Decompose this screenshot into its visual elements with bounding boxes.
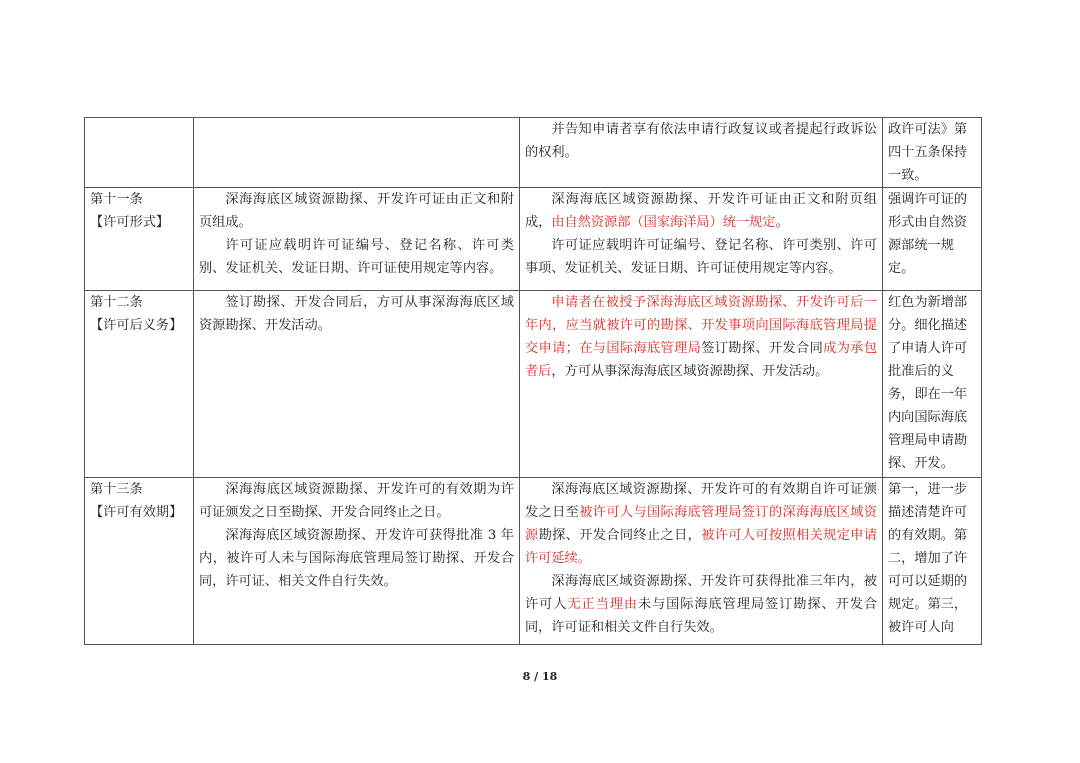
new-text-paragraph	[525, 478, 877, 570]
new-text-cell	[520, 291, 883, 478]
note-cell: 政许可法》第四十五条保持一致。	[883, 118, 982, 188]
added-text: 被许可人可按照相关规定申请许可延续。	[525, 528, 878, 566]
old-text-cell	[194, 478, 520, 645]
old-text-cell	[194, 291, 520, 478]
article-cell	[85, 118, 194, 188]
added-text: 成为承包者后	[525, 341, 878, 379]
old-text-paragraph: 签订勘探、开发合同后，方可从事深海海底区域资源勘探、开发活动。	[199, 295, 514, 333]
new-text-paragraph: 许可证应载明许可证编号、登记名称、许可类别、许可事项、发证机关、发证日期、许可证使用规定等内容。	[525, 238, 877, 276]
table-row	[85, 291, 982, 478]
new-text-paragraph: 并告知申请者享有依法申请行政复议或者提起行政诉讼的权利。	[525, 122, 877, 160]
new-text-paragraph	[525, 291, 877, 383]
new-text-cell	[520, 188, 883, 291]
comparison-table	[84, 117, 982, 645]
article-number: 第十一条	[90, 192, 143, 207]
note-cell: 第一，进一步描述清楚许可的有效期。第二，增加了许可可以延期的规定。第三，被许可人向	[883, 478, 982, 645]
old-text-paragraph: 许可证应载明许可证编号、登记名称、许可类别、发证机关、发证日期、许可证使用规定等内容。	[199, 238, 514, 276]
new-text-paragraph	[525, 570, 877, 639]
article-cell	[85, 291, 194, 478]
table-row	[85, 188, 982, 291]
table-row	[85, 478, 982, 645]
new-text-cell	[520, 478, 883, 645]
note-cell: 强调许可证的形式由自然资源部统一规定。	[883, 188, 982, 291]
text-run: 签订勘探、开发合同	[701, 341, 824, 356]
article-number: 第十二条	[90, 295, 143, 310]
article-title: 【许可形式】	[90, 215, 170, 230]
article-title: 【许可后义务】	[90, 318, 183, 333]
text-run: ，方可从事深海海底区域资源勘探、开发活动。	[551, 364, 829, 379]
page-number: 8 / 18	[522, 670, 558, 683]
old-text-cell	[194, 188, 520, 291]
old-text-paragraph: 深海海底区域资源勘探、开发许可获得批准 3 年内，被许可人未与国际海底管理局签订勘探、开发合同，许可证、相关文件自行失效。	[199, 528, 514, 589]
new-text-cell	[520, 118, 883, 188]
old-text-paragraph: 深海海底区域资源勘探、开发许可的有效期为许可证颁发之日至勘探、开发合同终止之日。	[199, 482, 514, 520]
old-text-paragraph: 深海海底区域资源勘探、开发许可证由正文和附页组成。	[199, 192, 514, 230]
article-cell	[85, 478, 194, 645]
text-run: 勘探、开发合同终止之日，	[538, 528, 702, 543]
text-run: 深海海底区域资源勘探、开发许可获得批准三年内，被许可人	[525, 574, 877, 612]
added-text: 被许可人与国际海底管理局签订的深海海底区域资源	[525, 505, 878, 543]
table-row	[85, 118, 982, 188]
text-run: 未与国际海底管理局签订勘探、开发合同，许可证和相关文件自行失效。	[525, 597, 878, 635]
text-run: 深海海底区域资源勘探、开发许可的有效期自许可证颁发之日至	[525, 482, 877, 520]
article-number: 第十三条	[90, 482, 143, 497]
article-cell	[85, 188, 194, 291]
text-run: 深海海底区域资源勘探、开发许可证由正文和附页组成，	[525, 192, 877, 230]
article-title: 【许可有效期】	[90, 505, 183, 520]
old-text-cell	[194, 118, 520, 188]
added-text: 申请者在被授予深海海底区域资源勘探、开发许可后一年内，应当就被许可的勘探、开发事项向国际海底管理局提交申请；在与国际海底管理局	[525, 295, 877, 356]
added-text: 无正当理由	[567, 597, 638, 612]
new-text-paragraph	[525, 188, 877, 234]
note-cell: 红色为新增部分。细化描述了申请人许可批准后的义务，即在一年内向国际海底管理局申请勘探、开发。	[883, 291, 982, 478]
text-run: 。	[775, 215, 789, 230]
added-text: 由自然资源部（国家海洋局）统一规定	[551, 215, 776, 230]
